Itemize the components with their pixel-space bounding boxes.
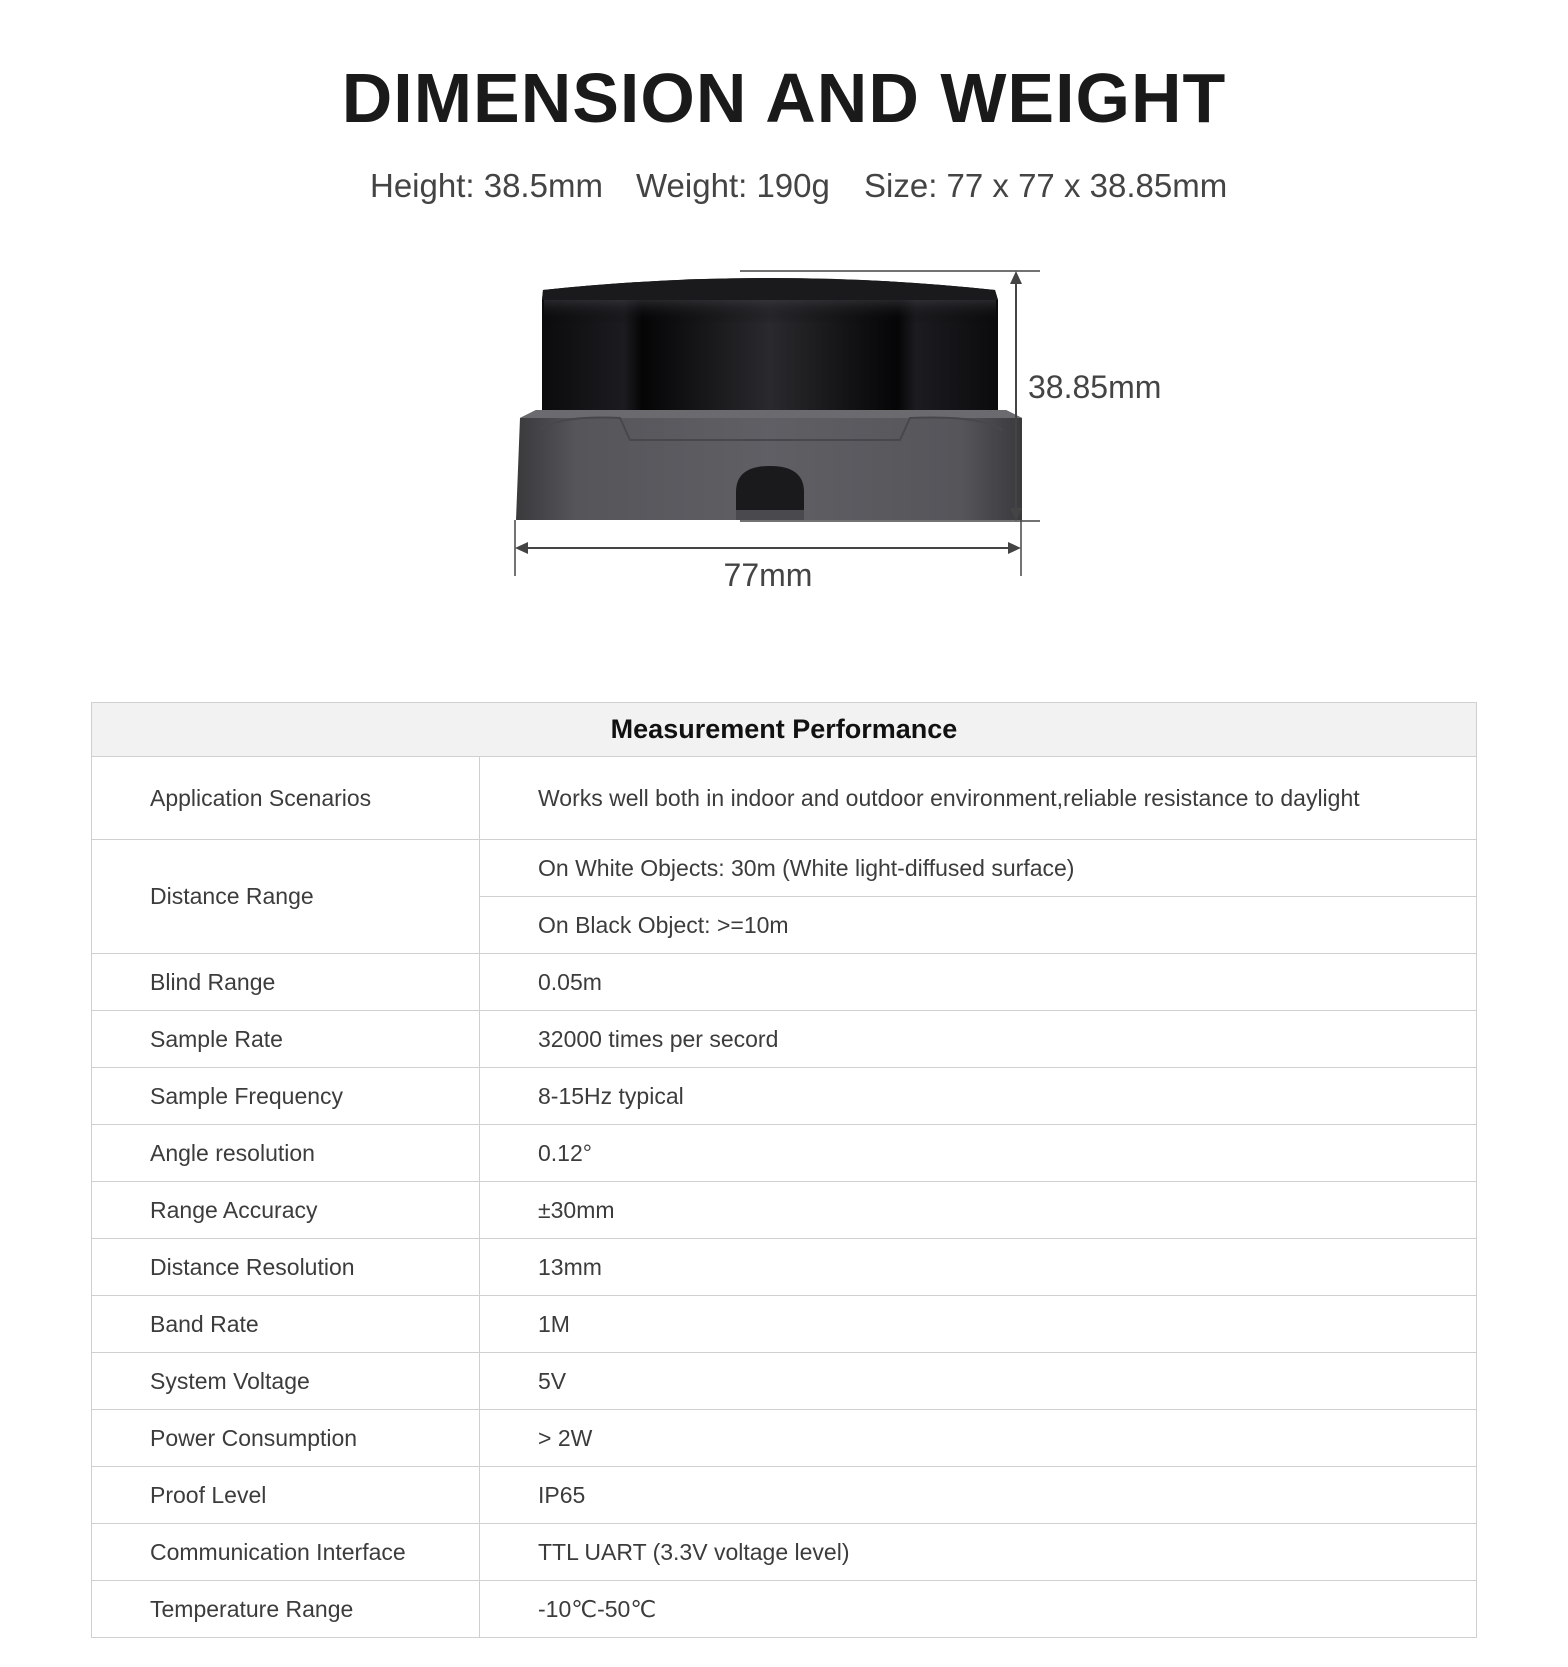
table-row <box>92 1296 1477 1353</box>
height-spec: Height: 38.5mm <box>370 167 603 204</box>
table-row <box>92 1182 1477 1239</box>
row-value: 0.12° <box>480 1125 1477 1182</box>
width-dimension-label: 77mm <box>723 557 813 593</box>
row-label: Band Rate <box>92 1296 480 1353</box>
row-label: Temperature Range <box>92 1581 480 1638</box>
row-value: On Black Object: >=10m <box>480 897 1477 954</box>
row-value: 1M <box>480 1296 1477 1353</box>
row-label: Proof Level <box>92 1467 480 1524</box>
row-label: Power Consumption <box>92 1410 480 1467</box>
row-value: 8-15Hz typical <box>480 1068 1477 1125</box>
row-value: 13mm <box>480 1239 1477 1296</box>
row-label: Application Scenarios <box>92 757 480 840</box>
row-value: On White Objects: 30m (White light-diffused surface) <box>480 840 1477 897</box>
product-dimension-diagram <box>500 270 1260 650</box>
table-row <box>92 1467 1477 1524</box>
table-heading: Measurement Performance <box>92 703 1477 757</box>
size-spec: Size: 77 x 77 x 38.85mm <box>864 167 1228 204</box>
table-row <box>92 1410 1477 1467</box>
row-value: 5V <box>480 1353 1477 1410</box>
row-value: ±30mm <box>480 1182 1477 1239</box>
row-label: Angle resolution <box>92 1125 480 1182</box>
row-value: > 2W <box>480 1410 1477 1467</box>
table-row <box>92 757 1477 840</box>
spec-summary <box>0 162 1568 210</box>
row-value: -10℃-50℃ <box>480 1581 1477 1638</box>
page-title: DIMENSION AND WEIGHT <box>341 59 1227 137</box>
table-row <box>92 1524 1477 1581</box>
row-value: IP65 <box>480 1467 1477 1524</box>
row-label: Range Accuracy <box>92 1182 480 1239</box>
row-value: TTL UART (3.3V voltage level) <box>480 1524 1477 1581</box>
row-value: 0.05m <box>480 954 1477 1011</box>
table-row <box>92 1068 1477 1125</box>
table-header-row <box>92 703 1477 757</box>
row-label: Sample Frequency <box>92 1068 480 1125</box>
table-row <box>92 1353 1477 1410</box>
row-value: 32000 times per secord <box>480 1011 1477 1068</box>
table-row <box>92 1581 1477 1638</box>
table-row <box>92 1125 1477 1182</box>
table-row <box>92 1011 1477 1068</box>
table-row <box>92 840 1477 897</box>
row-label: System Voltage <box>92 1353 480 1410</box>
width-dimension <box>515 520 1021 593</box>
row-label: Distance Range <box>92 840 480 954</box>
row-label: Distance Resolution <box>92 1239 480 1296</box>
lidar-cap <box>542 278 998 412</box>
row-value: Works well both in indoor and outdoor environment,reliable resistance to daylight <box>480 757 1477 840</box>
row-label: Sample Rate <box>92 1011 480 1068</box>
row-label: Communication Interface <box>92 1524 480 1581</box>
lidar-base <box>516 410 1022 520</box>
table-row <box>92 1239 1477 1296</box>
table-row <box>92 954 1477 1011</box>
row-label: Blind Range <box>92 954 480 1011</box>
weight-spec: Weight: 190g <box>636 167 830 204</box>
measurement-performance-table <box>91 702 1477 1638</box>
height-dimension-label: 38.85mm <box>1028 369 1162 405</box>
